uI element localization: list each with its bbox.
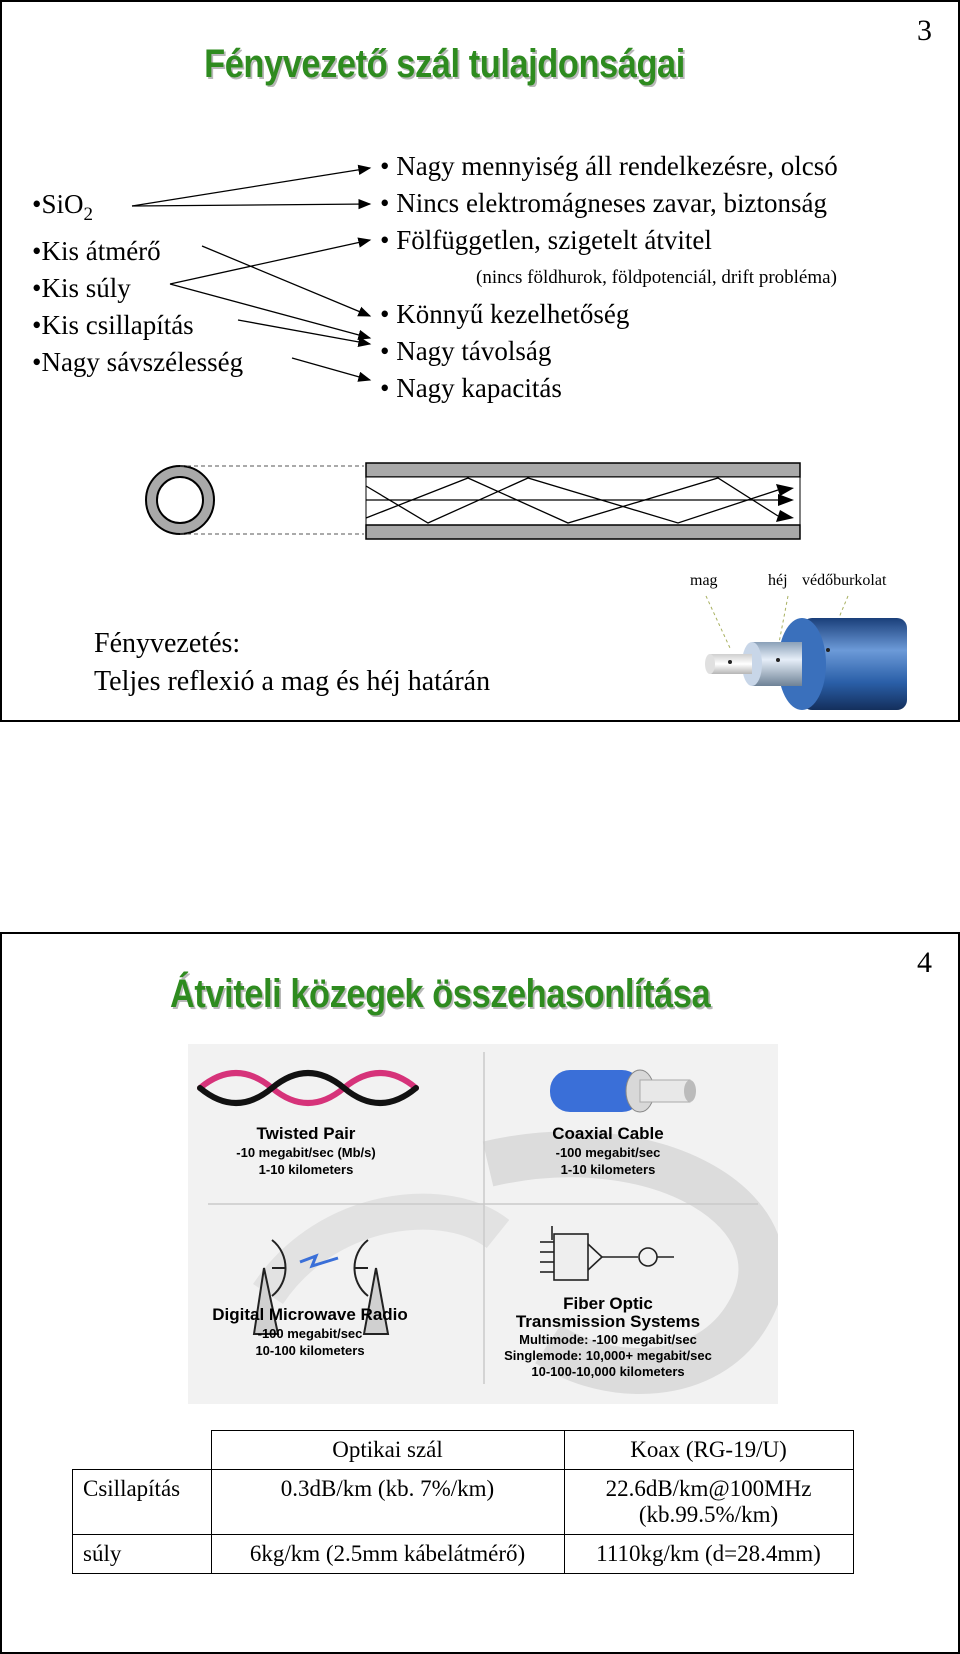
table-row bbox=[73, 1535, 854, 1574]
list-item: • Nagy kapacitás bbox=[380, 373, 562, 403]
media-detail: Multimode: -100 megabit/sec bbox=[519, 1332, 697, 1347]
table-row-label: súly bbox=[73, 1535, 212, 1574]
media-name: Digital Microwave Radio bbox=[212, 1305, 408, 1324]
list-item: • Fölfüggetlen, szigetelt átvitel bbox=[380, 225, 712, 255]
media-name: Fiber Optic bbox=[563, 1294, 653, 1313]
media-detail: 10-100-10,000 kilometers bbox=[531, 1364, 685, 1379]
table-cell-line: 22.6dB/km@100MHz bbox=[605, 1476, 812, 1501]
fiber-core-section bbox=[157, 477, 203, 523]
slide-number: 4 bbox=[917, 946, 932, 979]
list-item: •SiO$_2$ bbox=[32, 189, 93, 225]
slide-title-text: Fényvezető szál tulajdonságai bbox=[203, 42, 685, 86]
media-detail: -10 megabit/sec (Mb/s) bbox=[236, 1145, 376, 1160]
fiber-cladding-bottom bbox=[366, 525, 800, 539]
transmission-media-illustration bbox=[188, 1044, 778, 1404]
core-label: mag bbox=[690, 572, 718, 589]
slide-4 bbox=[0, 932, 960, 1654]
fiber-cladding-top bbox=[366, 463, 800, 477]
media-name: Twisted Pair bbox=[256, 1124, 356, 1143]
list-item: •Kis átmérő bbox=[32, 236, 161, 266]
fiber-benefits-list bbox=[380, 148, 838, 407]
list-item: • Nincs elektromágneses zavar, biztonság bbox=[380, 188, 827, 218]
table-header-row bbox=[73, 1431, 854, 1470]
table-header-cell bbox=[73, 1431, 212, 1470]
table-cell bbox=[564, 1470, 853, 1535]
fiber-cable-illustration bbox=[692, 592, 922, 717]
media-detail: 10-100 kilometers bbox=[255, 1343, 365, 1358]
media-name: Transmission Systems bbox=[515, 1312, 701, 1331]
explanation-text: Teljes reflexió a mag és héj határán bbox=[94, 666, 491, 697]
arrow bbox=[292, 358, 370, 380]
slide-title-text: Átviteli közegek összehasonlítása bbox=[169, 972, 711, 1016]
slide-title bbox=[0, 972, 918, 1017]
media-detail: -100 megabit/sec bbox=[555, 1145, 661, 1160]
media-name: Coaxial Cable bbox=[552, 1124, 664, 1143]
table-cell: 0.3dB/km (kb. 7%/km) bbox=[211, 1470, 564, 1535]
table-row-label: Csillapítás bbox=[73, 1470, 212, 1535]
list-item: •Kis súly bbox=[32, 273, 131, 303]
table-cell-line: (kb.99.5%/km) bbox=[638, 1502, 779, 1527]
media-detail: 1-10 kilometers bbox=[258, 1162, 354, 1177]
cable-core bbox=[710, 654, 752, 674]
media-detail: 1-10 kilometers bbox=[560, 1162, 656, 1177]
table-header-cell: Koax (RG-19/U) bbox=[564, 1431, 853, 1470]
fiber-core-body bbox=[366, 477, 800, 525]
list-item: • Könnyű kezelhetőség bbox=[380, 299, 630, 329]
media-detail: Singlemode: 10,000+ megabit/sec bbox=[504, 1348, 712, 1363]
comparison-table bbox=[72, 1430, 854, 1574]
list-note: (nincs földhurok, földpotenciál, drift probléma) bbox=[476, 267, 837, 288]
cladding-label: héj bbox=[768, 572, 788, 589]
list-item: • Nagy mennyiség áll rendelkezésre, olcsó bbox=[380, 151, 838, 181]
table-row bbox=[73, 1470, 854, 1535]
slide-3 bbox=[0, 0, 960, 722]
explanation-heading: Fényvezetés: bbox=[94, 628, 241, 659]
fiber-reflection-diagram bbox=[138, 450, 818, 560]
list-item: • Nagy távolság bbox=[380, 336, 552, 366]
list-item: •Nagy sávszélesség bbox=[32, 347, 244, 377]
list-item: •Kis csillapítás bbox=[32, 310, 194, 340]
table-header-cell: Optikai szál bbox=[211, 1431, 564, 1470]
fiber-properties-list bbox=[32, 186, 243, 381]
jacket-label: védőburkolat bbox=[802, 572, 887, 589]
slide-number: 3 bbox=[917, 14, 932, 47]
table-cell: 1110kg/km (d=28.4mm) bbox=[564, 1535, 853, 1574]
table-cell: 6kg/km (2.5mm kábelátmérő) bbox=[211, 1535, 564, 1574]
media-detail: -100 megabit/sec bbox=[257, 1326, 363, 1341]
